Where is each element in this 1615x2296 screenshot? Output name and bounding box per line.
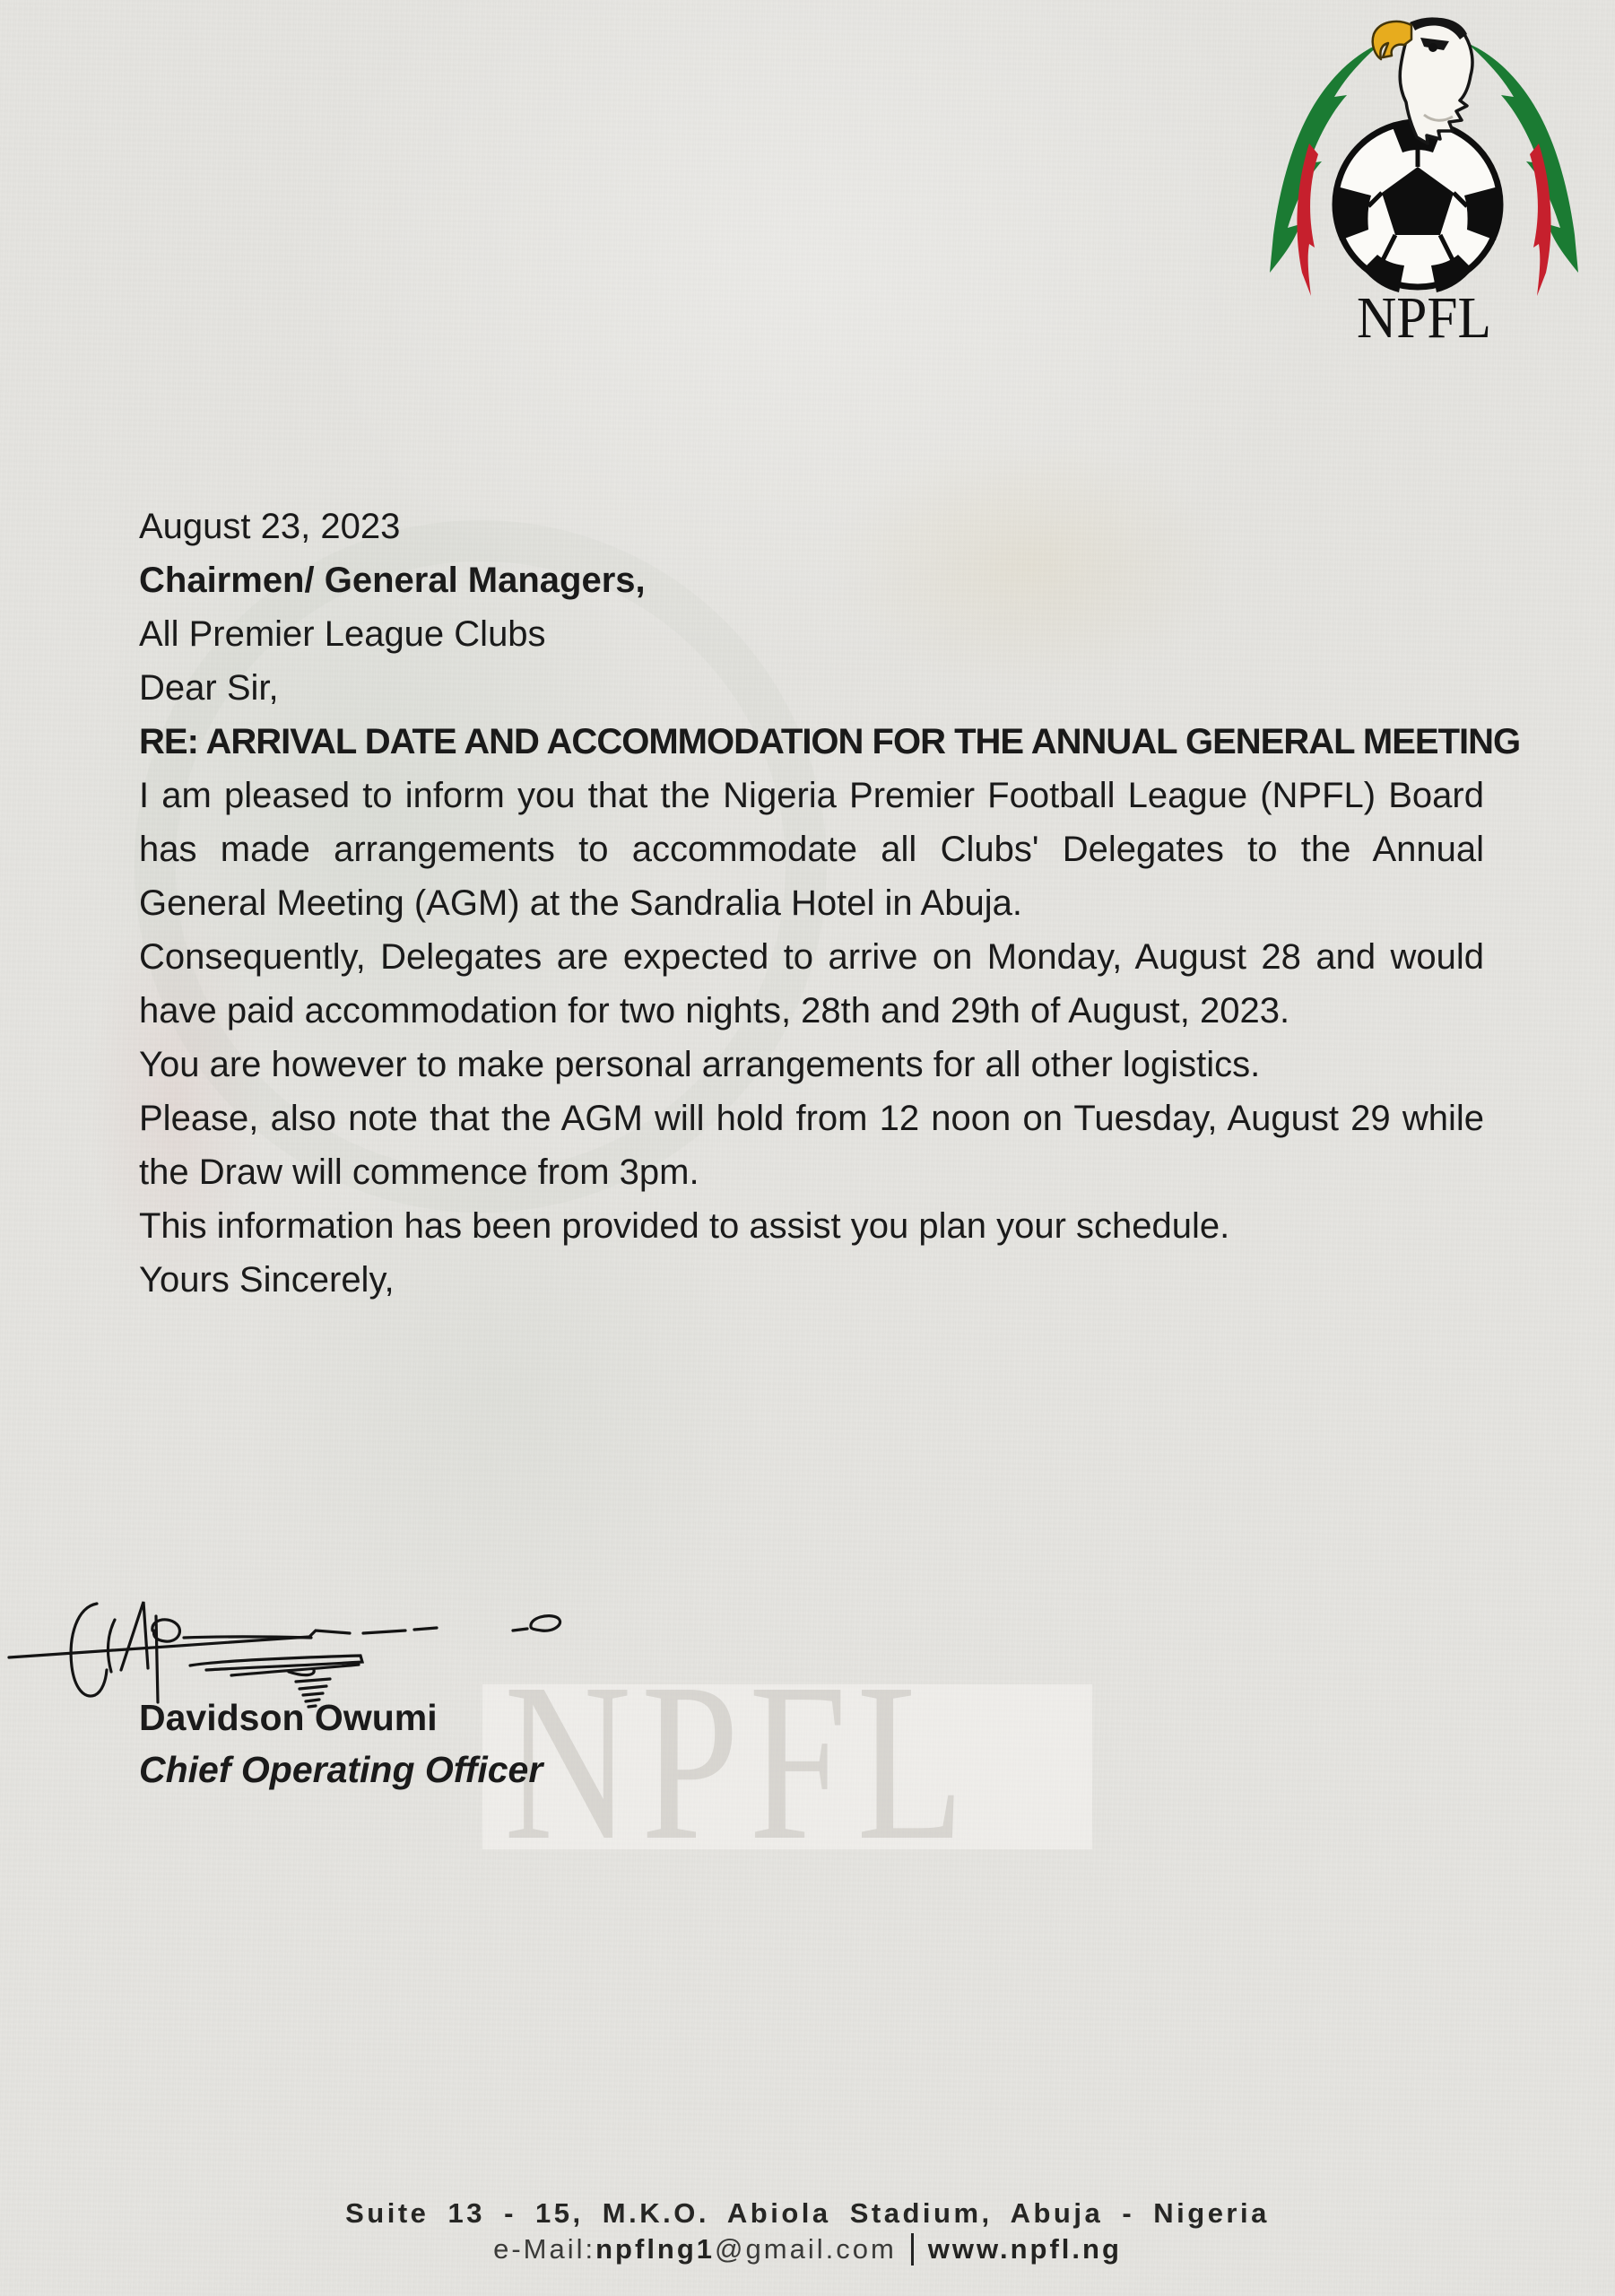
footer-email-domain: @gmail.com [715,2233,897,2265]
eagle-eye [1428,43,1437,52]
paragraph-3: You are however to make personal arrangements for all other logistics. [139,1045,1261,1084]
paragraph-4: Please, also note that the AGM will hold from 12 noon on Tuesday, August 29 while the Draw will commence from 3pm. [139,1099,1484,1192]
paragraph-1: I am pleased to inform you that the Nigeria Premier Football League (NPFL) Board has made arrangements to accommodate all Clubs' Delegates to the Annual General Meeting (AGM) at the Sandralia Hotel in Abuja. [139,776,1484,923]
footer-email-user: npflng1 [595,2233,716,2265]
footer-email-label: e-Mail: [493,2233,596,2265]
recipient-line-1: Chairmen/ General Managers, [139,561,646,600]
letter-body [139,500,1521,1307]
footer-contact [0,2231,1615,2267]
npfl-logo [1245,7,1607,343]
closing: Yours Sincerely, [139,1260,395,1300]
signatory-name: Davidson Owumi [139,1697,438,1738]
footer-address: Suite 13 - 15, M.K.O. Abiola Stadium, Abuja - Nigeria [345,2197,1270,2229]
signatory-block [139,1692,543,1796]
subject-line: RE: ARRIVAL DATE AND ACCOMMODATION FOR THE ANNUAL GENERAL MEETING [139,722,1521,761]
salutation: Dear Sir, [139,668,279,708]
paragraph-5: This information has been provided to assist you plan your schedule. [139,1206,1230,1246]
signatory-title: Chief Operating Officer [139,1749,543,1790]
npfl-watermark: NPFL [504,1636,975,1887]
recipient-line-2: All Premier League Clubs [139,614,546,654]
footer-separator-bar [911,2233,914,2266]
letter-date: August 23, 2023 [139,507,401,546]
footer [0,2196,1615,2267]
paragraph-2: Consequently, Delegates are expected to arrive on Monday, August 28 and would have paid accommodation for two nights, 28th and 29th of August, 2023. [139,937,1484,1031]
soccer-ball-icon [1335,122,1500,292]
logo-wordmark: NPFL [1357,285,1491,343]
footer-website: www.npfl.ng [927,2233,1122,2265]
